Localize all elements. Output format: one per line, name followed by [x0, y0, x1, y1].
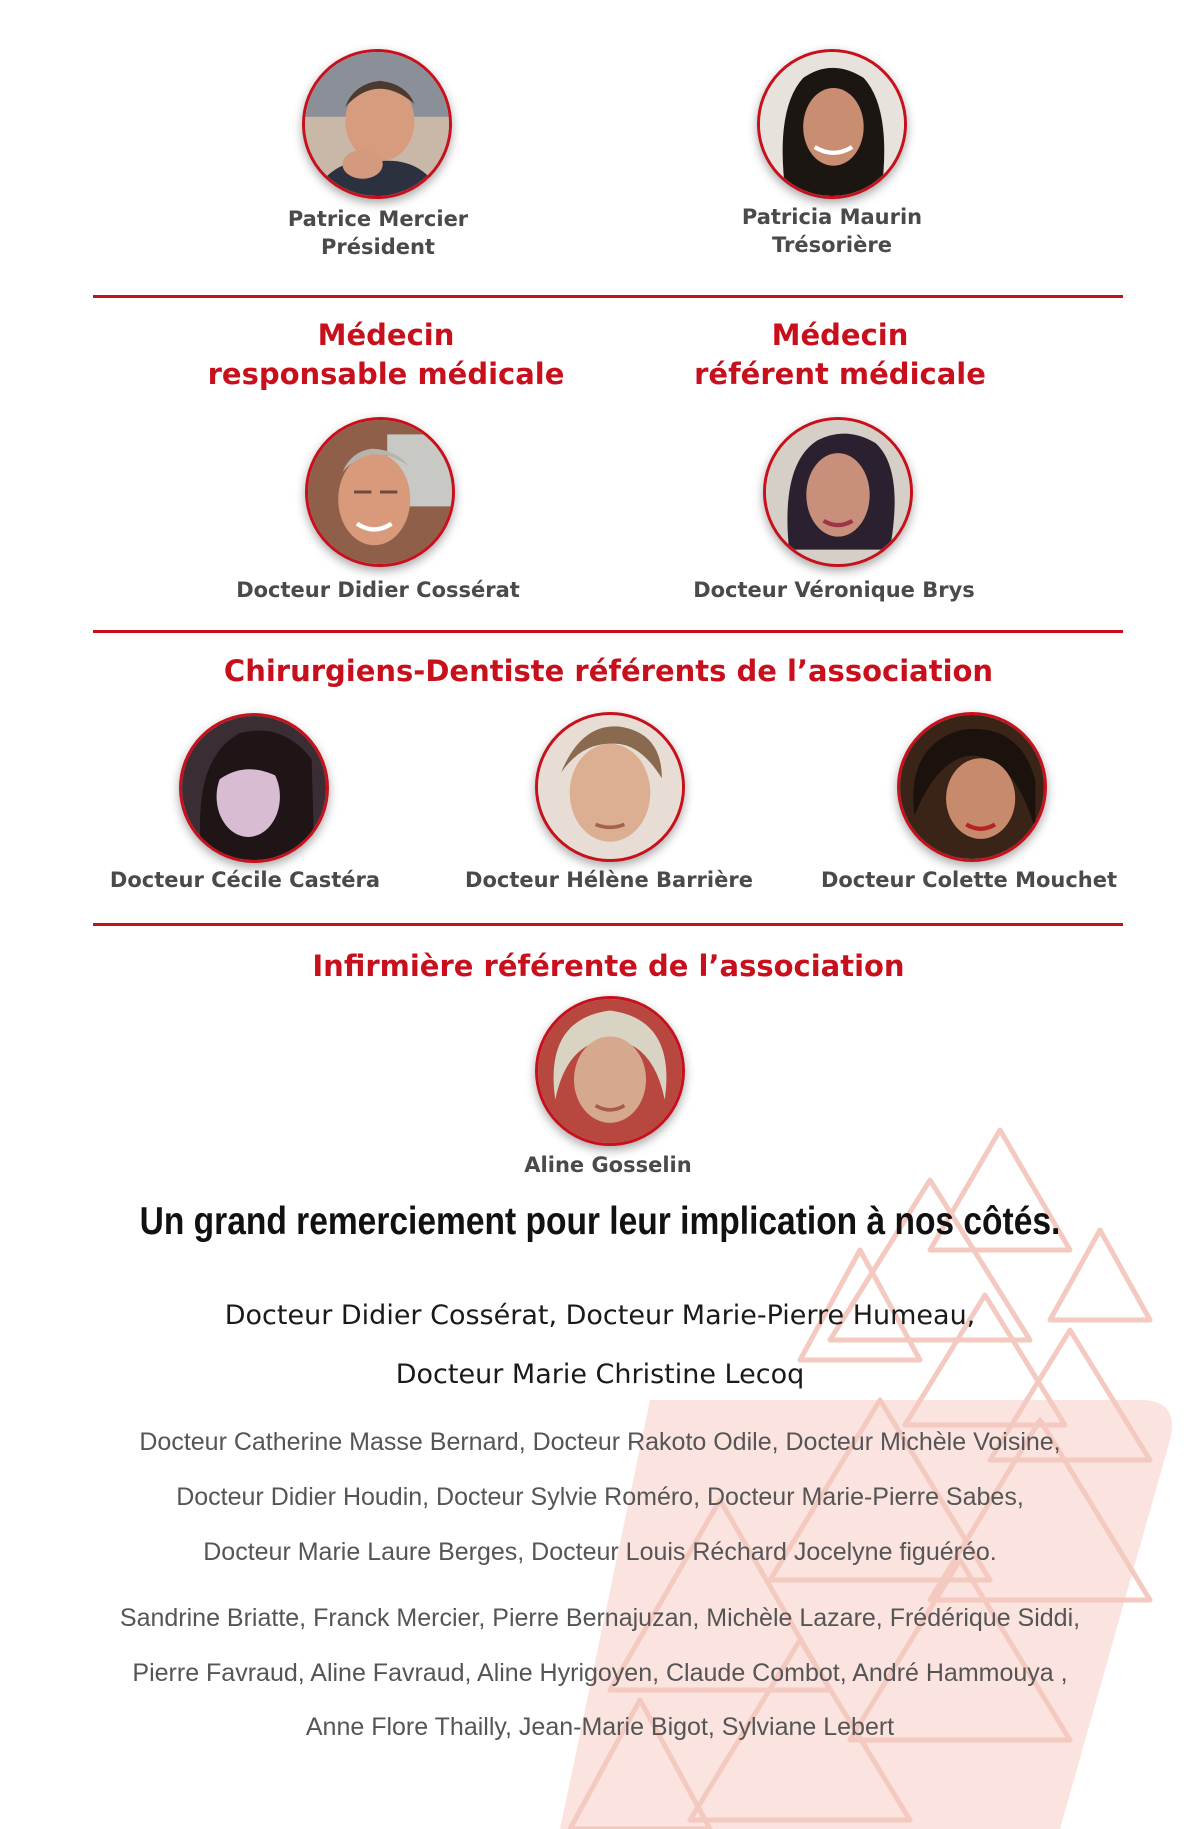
avatar-colette-mouchet [897, 712, 1047, 862]
portrait-woman-icon [900, 715, 1044, 859]
dentist-name-2: Docteur Hélène Barrière [465, 868, 753, 892]
thanks-line: Docteur Didier Houdin, Docteur Sylvie Roméro, Docteur Marie-Pierre Sabes, [176, 1483, 1024, 1511]
member-name: Patrice Mercier [287, 207, 469, 231]
portrait-woman-icon [760, 52, 904, 196]
portrait-man-icon [305, 52, 449, 196]
heading-medecin-referent [640, 316, 1040, 394]
portrait-woman-icon [538, 715, 682, 859]
divider-3 [93, 923, 1123, 926]
heading-line: référent médicale [694, 357, 986, 391]
heading-dentists: Chirurgiens-Dentiste référents de l’association [223, 654, 994, 688]
thanks-line: Docteur Marie Christine Lecoq [395, 1359, 805, 1390]
divider-1 [93, 295, 1123, 298]
dentist-name-1: Docteur Cécile Castéra [109, 868, 381, 892]
thanks-title: Un grand remerciement pour leur implication à nos côtés. [139, 1200, 1061, 1243]
divider-2 [93, 630, 1123, 633]
portrait-man-icon [308, 420, 452, 564]
thanks-line: Docteur Marie Laure Berges, Docteur Louis Réchard Jocelyne figuéréo. [203, 1538, 997, 1566]
portrait-woman-icon [538, 999, 682, 1143]
member-role: Président [321, 235, 435, 259]
thanks-line: Docteur Catherine Masse Bernard, Docteur Rakoto Odile, Docteur Michèle Voisine, [139, 1428, 1061, 1456]
heading-medecin-responsable [186, 316, 586, 394]
dentist-name-3: Docteur Colette Mouchet [820, 868, 1118, 892]
avatar-didier-cosserat [305, 417, 455, 567]
avatar-cecile-castera [179, 713, 329, 863]
thanks-line: Sandrine Briatte, Franck Mercier, Pierre Bernajuzan, Michèle Lazare, Frédérique Siddi, [119, 1604, 1081, 1632]
member-name: Patricia Maurin [741, 205, 923, 229]
heading-nurse: Infirmière référente de l’association [312, 949, 905, 983]
avatar-patrice-mercier [302, 49, 452, 199]
thanks-line: Docteur Didier Cossérat, Docteur Marie-Pierre Humeau, [224, 1300, 976, 1331]
portrait-woman-icon [766, 420, 910, 564]
heading-line: Médecin [317, 318, 455, 352]
portrait-woman-icon [182, 716, 326, 860]
board-name-1 [228, 205, 528, 261]
avatar-veronique-brys [763, 417, 913, 567]
heading-line: responsable médicale [207, 357, 565, 391]
avatar-aline-gosselin [535, 996, 685, 1146]
thanks-line: Anne Flore Thailly, Jean-Marie Bigot, Sylviane Lebert [305, 1713, 895, 1741]
medical-name-right: Docteur Véronique Brys [693, 578, 975, 602]
medical-name-left: Docteur Didier Cossérat [236, 578, 520, 602]
avatar-patricia-maurin [757, 49, 907, 199]
member-role: Trésorière [772, 233, 892, 257]
heading-line: Médecin [771, 318, 909, 352]
thanks-line: Pierre Favraud, Aline Favraud, Aline Hyrigoyen, Claude Combot, André Hammouya , [132, 1659, 1068, 1687]
nurse-name: Aline Gosselin [524, 1153, 692, 1177]
avatar-helene-barriere [535, 712, 685, 862]
board-name-2 [682, 203, 982, 259]
